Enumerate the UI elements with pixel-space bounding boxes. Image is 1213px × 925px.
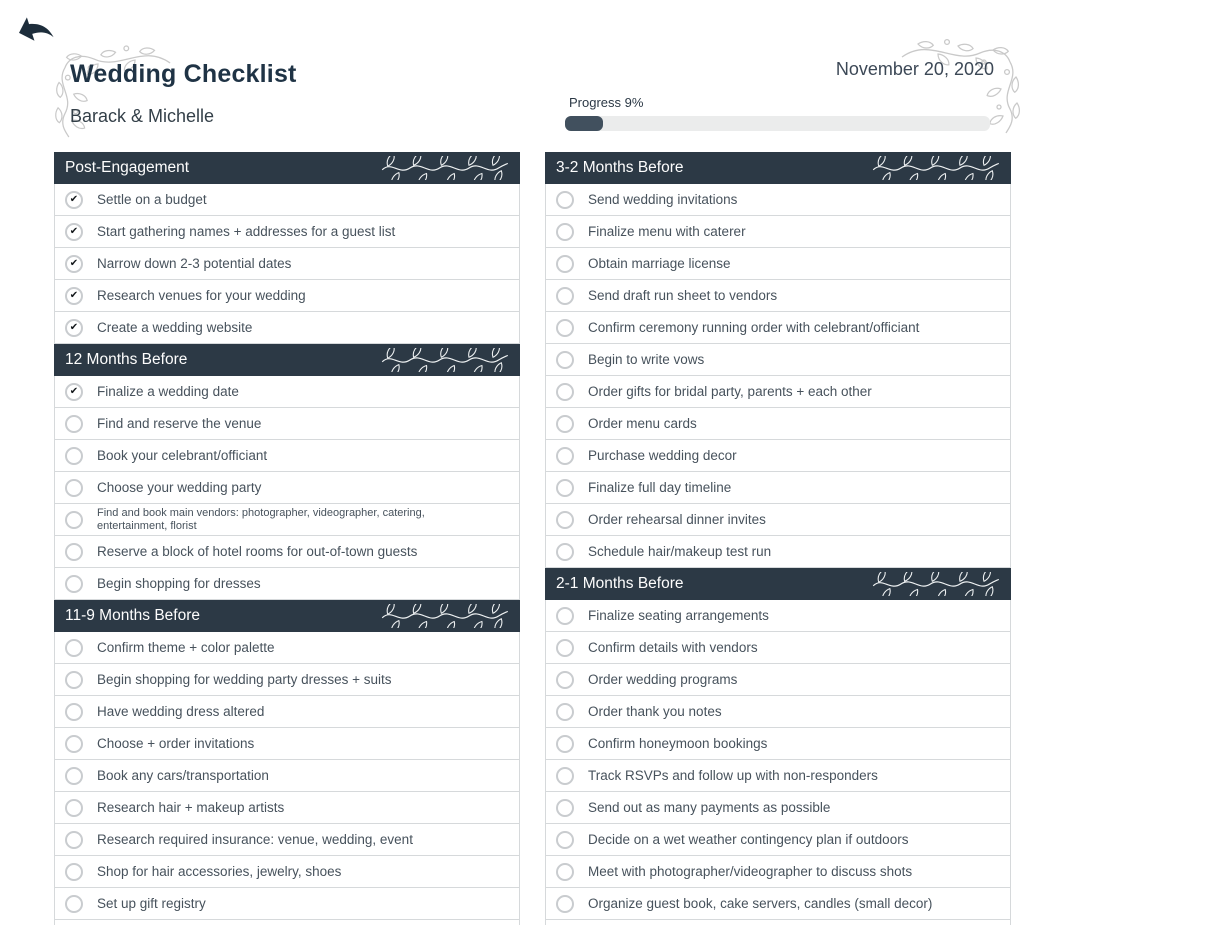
checklist-item-label: Confirm ceremony running order with celebrant/officiant [588,320,920,335]
checklist-item-label: Order gifts for bridal party, parents + each other [588,384,872,399]
checklist-item-row[interactable] [545,184,1011,216]
checklist-item-row[interactable] [545,504,1011,536]
checkbox-unchecked[interactable] [556,511,574,529]
checkbox-unchecked[interactable] [65,863,83,881]
checklist-item-label: Order thank you notes [588,704,722,719]
checkbox-unchecked[interactable] [65,543,83,561]
checklist-item-row[interactable] [545,440,1011,472]
checklist-item-label: Meet with photographer/videographer to discuss shots [588,864,913,879]
checklist-item-label: Confirm honeymoon bookings [588,736,768,751]
checklist-item-label: Track RSVPs and follow up with non-responders [588,768,878,783]
checklist-item-label: Research required insurance: venue, wedding, event [97,832,413,847]
checklist-item-label: Finalize full day timeline [588,480,732,495]
checklist-item-row[interactable] [545,280,1011,312]
checkbox-checked[interactable]: ✔ [65,287,83,305]
checklist-item-label: Have wedding dress altered [97,704,265,719]
checklist-item-row[interactable] [54,312,520,344]
checkbox-unchecked[interactable] [65,447,83,465]
checklist-item-row[interactable] [54,536,520,568]
section-header [54,344,520,376]
checklist-item-row[interactable] [54,792,520,824]
checklist-item-row[interactable] [54,568,520,600]
checklist-item-row[interactable] [54,504,520,536]
checklist-item-label: Begin to write vows [588,352,705,367]
checklist-item-label: Send draft run sheet to vendors [588,288,778,303]
checklist-item-label: Obtain marriage license [588,256,731,271]
checklist-item-label: Send out as many payments as possible [588,800,831,815]
checkbox-checked[interactable]: ✔ [65,191,83,209]
checkbox-checked[interactable]: ✔ [65,255,83,273]
checklist-item-label: Shop for hair accessories, jewelry, shoes [97,864,342,879]
checkbox-unchecked[interactable] [65,799,83,817]
progress-label: Progress 9% [569,95,644,110]
checklist-item-row[interactable] [545,696,1011,728]
checkbox-unchecked[interactable] [556,351,574,369]
checkbox-unchecked[interactable] [65,639,83,657]
checklist-item-row[interactable] [54,696,520,728]
checkbox-unchecked[interactable] [556,223,574,241]
checklist-item-row[interactable] [545,856,1011,888]
checklist-item-label: Order menu cards [588,416,697,431]
checkbox-unchecked[interactable] [556,799,574,817]
checklist-item-row[interactable] [545,888,1011,920]
checkbox-unchecked[interactable] [65,831,83,849]
checklist-item-label: Confirm details with vendors [588,640,758,655]
checkbox-checked[interactable]: ✔ [65,223,83,241]
checklist-item-label: Book your celebrant/officiant [97,448,268,463]
checklist-item-row[interactable] [545,664,1011,696]
checkbox-unchecked[interactable] [556,767,574,785]
section-title: 3-2 Months Before [556,159,684,176]
checklist-column-left [54,152,520,925]
checklist-item-label: Order rehearsal dinner invites [588,512,766,527]
checkbox-unchecked[interactable] [556,479,574,497]
checkbox-unchecked[interactable] [556,671,574,689]
checkbox-unchecked[interactable] [556,607,574,625]
checklist-item-label: Start gathering names + addresses for a guest list [97,224,396,239]
checkbox-checked[interactable]: ✔ [65,383,83,401]
checklist-item-row[interactable] [545,344,1011,376]
checkbox-unchecked[interactable] [556,895,574,913]
checklist-item-label: Find and reserve the venue [97,416,262,431]
section-header [54,152,520,184]
checkbox-unchecked[interactable] [556,447,574,465]
progress-fill [565,116,603,131]
checklist-item-row[interactable] [545,760,1011,792]
checklist-item-row[interactable] [54,440,520,472]
checklist-item-row[interactable] [54,856,520,888]
checklist-item-label: Begin shopping for dresses [97,576,261,591]
checklist-item-label: Confirm theme + color palette [97,640,275,655]
checklist-item-row[interactable] [545,536,1011,568]
checkbox-unchecked[interactable] [65,767,83,785]
section-header [54,600,520,632]
back-arrow-icon [13,7,55,49]
checkbox-unchecked[interactable] [65,735,83,753]
leaf-vine-icon [378,156,512,180]
progress-bar [565,116,990,131]
checklist-item-label: Research venues for your wedding [97,288,306,303]
checklist-item-row[interactable] [545,216,1011,248]
leaf-vine-icon [378,348,512,372]
checkbox-unchecked[interactable] [556,319,574,337]
page-title: Wedding Checklist [70,60,297,88]
checklist-item-label: Order wedding programs [588,672,738,687]
checklist-item-row[interactable] [54,760,520,792]
checklist-item-label: Schedule hair/makeup test run [588,544,772,559]
checklist-item-row[interactable] [54,248,520,280]
section-title: 2-1 Months Before [556,575,684,592]
checkbox-unchecked[interactable] [556,383,574,401]
couple-names: Barack & Michelle [70,106,215,126]
checklist-item-row[interactable] [545,408,1011,440]
checklist-item-label: Choose your wedding party [97,480,262,495]
checkbox-unchecked[interactable] [556,415,574,433]
section-title: 11-9 Months Before [65,607,200,624]
checklist-item-label: Decide on a wet weather contingency plan if outdoors [588,832,909,847]
checkbox-unchecked[interactable] [556,543,574,561]
checklist-item-label: Book any cars/transportation [97,768,269,783]
checklist-item-label: Create a wedding website [97,320,253,335]
checklist-item-label: Begin shopping for wedding party dresses + suits [97,672,392,687]
checklist-item-row[interactable] [545,472,1011,504]
checklist-item-label: Finalize a wedding date [97,384,239,399]
checkbox-unchecked[interactable] [556,831,574,849]
checklist-item-row[interactable] [54,824,520,856]
checklist-item-row[interactable] [545,376,1011,408]
checklist-item-label: Find and book main vendors: photographer, videographer, catering, entertainment, florist [97,506,425,532]
checklist-item-row[interactable] [54,184,520,216]
checkbox-unchecked[interactable] [65,479,83,497]
checklist-item-row[interactable] [545,312,1011,344]
section-header [545,568,1011,600]
section-header [545,152,1011,184]
checklist-item-row[interactable] [545,824,1011,856]
checklist-item-label: Organize guest book, cake servers, candles (small decor) [588,896,933,911]
checklist-item-row[interactable] [54,632,520,664]
checklist-item-row[interactable] [54,472,520,504]
leaf-vine-icon [869,572,1003,596]
checklist-item-label: Settle on a budget [97,192,207,207]
checklist-item-row[interactable] [54,376,520,408]
checklist-item-row[interactable] [54,216,520,248]
checklist-item-row[interactable] [54,888,520,920]
checklist-item-label: Choose + order invitations [97,736,255,751]
checklist-item-label: Finalize seating arrangements [588,608,769,623]
checkbox-unchecked[interactable] [556,191,574,209]
checklist-item-label: Narrow down 2-3 potential dates [97,256,292,271]
checkbox-unchecked[interactable] [556,255,574,273]
checklist-item-label: Set up gift registry [97,896,206,911]
checkbox-unchecked[interactable] [65,575,83,593]
checklist-item-row[interactable] [545,728,1011,760]
section-title: Post-Engagement [65,159,190,176]
checklist-item-label: Purchase wedding decor [588,448,737,463]
checklist-item-row[interactable] [54,280,520,312]
wedding-date: November 20, 2020 [835,59,994,79]
checkbox-unchecked[interactable] [65,895,83,913]
checklist-item-label: Research hair + makeup artists [97,800,285,815]
checklist-item-row[interactable] [54,664,520,696]
checklist-item-row[interactable] [545,792,1011,824]
checkbox-unchecked[interactable] [556,735,574,753]
checklist-item-row[interactable] [54,408,520,440]
checkbox-unchecked[interactable] [556,703,574,721]
clipped-row [545,920,1011,925]
checklist-item-label: Send wedding invitations [588,192,738,207]
checklist-column-right [545,152,1011,925]
checklist-item-row[interactable] [545,632,1011,664]
checklist-item-row[interactable] [545,600,1011,632]
checkbox-unchecked[interactable] [65,671,83,689]
checkbox-unchecked[interactable] [556,287,574,305]
checkbox-unchecked[interactable] [556,639,574,657]
clipped-row [54,920,520,925]
checkbox-unchecked[interactable] [65,415,83,433]
checklist-item-label: Finalize menu with caterer [588,224,746,239]
checkbox-checked[interactable]: ✔ [65,319,83,337]
checklist-item-label: Reserve a block of hotel rooms for out-of-town guests [97,544,418,559]
checkbox-unchecked[interactable] [65,703,83,721]
checklist-item-row[interactable] [545,248,1011,280]
checkbox-unchecked[interactable] [65,511,83,529]
section-title: 12 Months Before [65,351,188,368]
checklist-item-row[interactable] [54,728,520,760]
leaf-vine-icon [869,156,1003,180]
checkbox-unchecked[interactable] [556,863,574,881]
leaf-vine-icon [378,604,512,628]
back-button[interactable] [13,7,55,49]
